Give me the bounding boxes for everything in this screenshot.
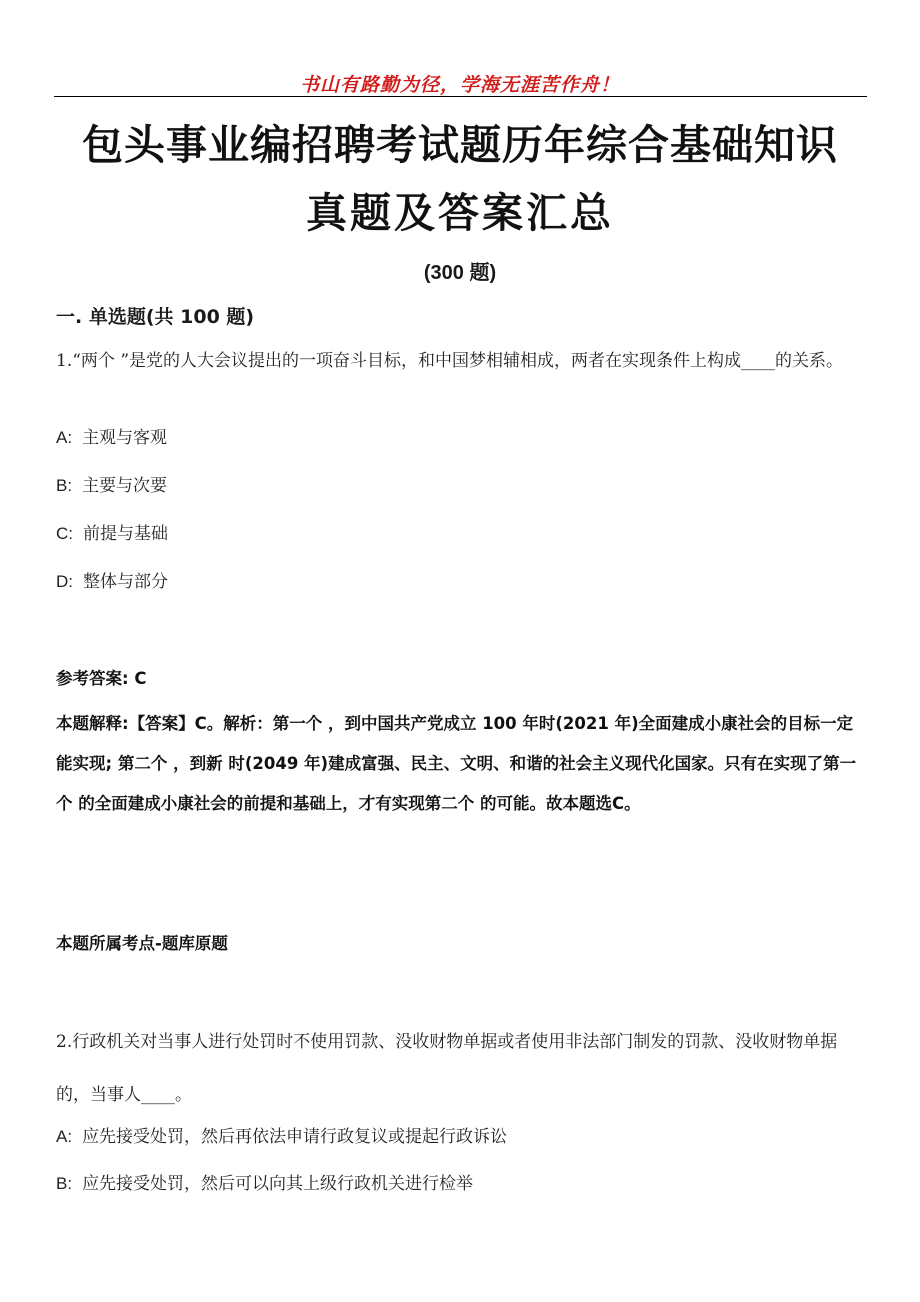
document-title-line-1: 包头事业编招聘考试题历年综合基础知识 xyxy=(82,121,838,169)
question-2-option-b xyxy=(56,1169,473,1194)
option-text: 主观与客观 xyxy=(82,428,168,448)
option-text: 应先接受处罚，然后再依法申请行政复议或提起行政诉讼 xyxy=(82,1127,508,1147)
question-2-text: 2.行政机关对当事人进行处罚时不使用罚款、没收财物单据或者使用非法部门制发的罚款、没收财物单据的，当事人____。 xyxy=(56,1032,838,1105)
option-text: 前提与基础 xyxy=(83,524,168,544)
option-label: B: xyxy=(56,476,73,495)
question-1-answer: 参考答案: C xyxy=(56,669,147,688)
option-label: A: xyxy=(56,428,73,447)
option-label: C: xyxy=(56,524,73,543)
question-1-option-a xyxy=(56,423,167,448)
option-label: A: xyxy=(56,1127,73,1146)
question-count: (300 题) xyxy=(423,262,497,284)
header-motto: 书山有路勤为径，学海无涯苦作舟！ xyxy=(299,74,620,96)
question-1-option-d xyxy=(56,567,168,592)
question-1-category: 本题所属考点-题库原题 xyxy=(56,934,228,953)
question-1-option-c xyxy=(56,519,168,544)
header-divider xyxy=(54,96,867,97)
document-title-line-2: 真题及答案汇总 xyxy=(306,189,614,237)
option-text: 应先接受处罚，然后可以向其上级行政机关进行检举 xyxy=(82,1174,474,1194)
section-heading: 一. 单选题(共 100 题) xyxy=(56,306,255,328)
option-text: 整体与部分 xyxy=(83,572,168,592)
option-label: B: xyxy=(56,1174,73,1193)
question-1-option-b xyxy=(56,471,167,496)
question-1-text: 1.“两个 ”是党的人大会议提出的一项奋斗目标，和中国梦相辅相成，两者在实现条件上构成____的关系。 xyxy=(56,351,844,371)
option-label: D: xyxy=(56,572,73,591)
question-1-explanation: 本题解释:【答案】C。解析：第一个 ，到中国共产党成立 100 年时(2021 年)全面建成小康社会的目标一定能实现; 第二个 ，到新 时(2049 年)建成富强、民主、文明、和谐的社会主义现代化国家。只有在实现了第一个 的全面建成小康社会的前提和基础上，才有实现第二个 的可能。故本题选C。 xyxy=(56,714,857,813)
option-text: 主要与次要 xyxy=(82,476,168,496)
question-2-option-a xyxy=(56,1122,507,1147)
